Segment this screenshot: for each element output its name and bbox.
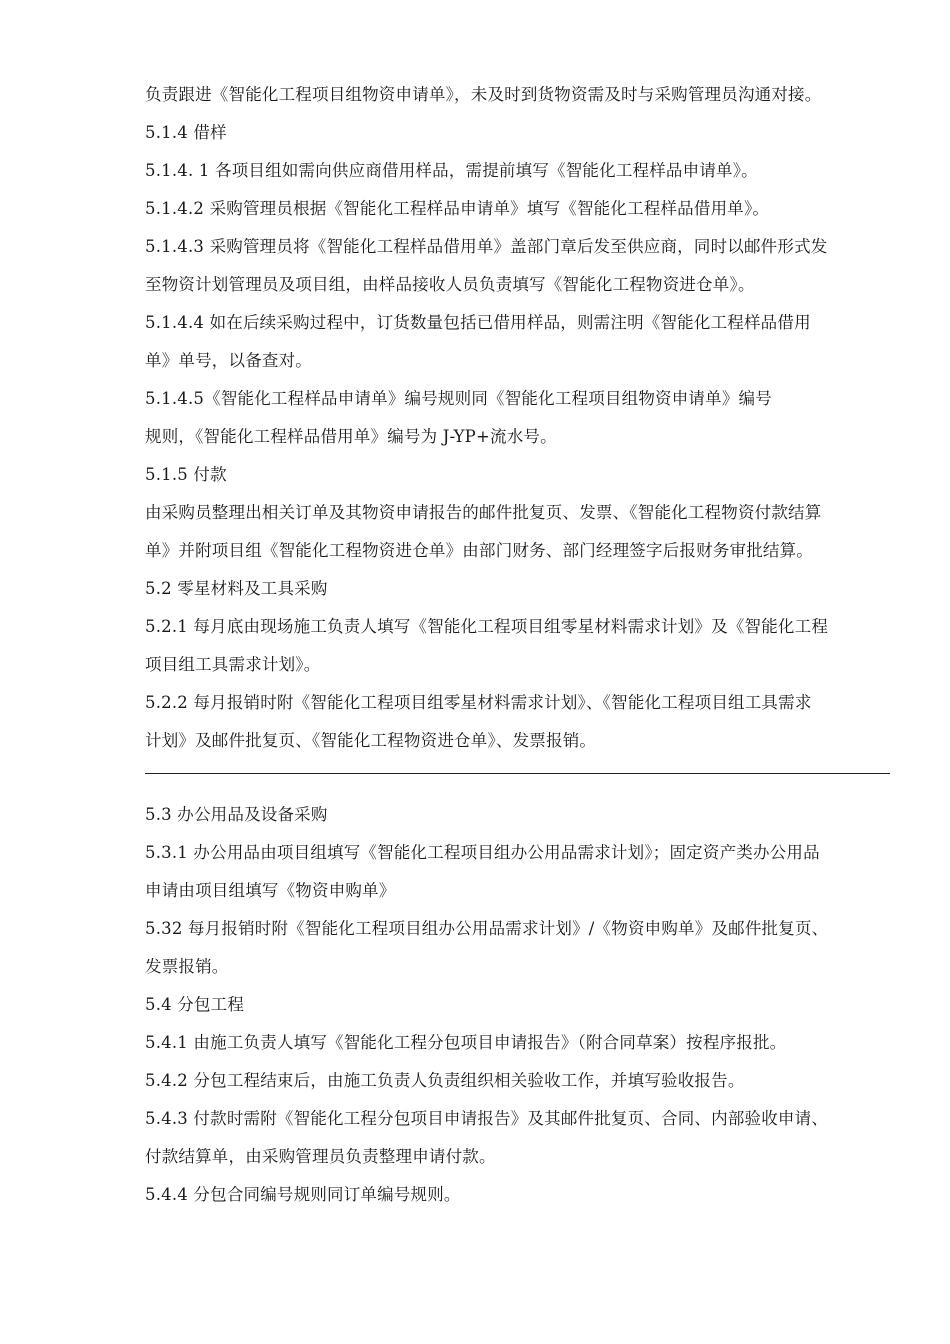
text-line: 5.4.4 分包合同编号规则同订单编号规则。: [145, 1185, 461, 1204]
text-line: 5.2.1 每月底由现场施工负责人填写《智能化工程项目组零星材料需求计划》及《智能化工程: [145, 617, 829, 636]
text-line: 单》并附项目组《智能化工程物资进仓单》由部门财务、部门经理签字后报财务审批结算。: [145, 541, 813, 560]
text-line: 5.32 每月报销时附《智能化工程项目组办公用品需求计划》/《物资申购单》及邮件批复页、: [145, 919, 829, 938]
text-line: 负责跟进《智能化工程项目组物资申请单》，未及时到货物资需及时与采购管理员沟通对接。: [145, 85, 822, 104]
text-line: 至物资计划管理员及项目组，由样品接收人员负责填写《智能化工程物资进仓单》。: [145, 275, 755, 294]
section-top: [145, 76, 895, 760]
heading-5-1-4: 5.1.4 借样: [145, 123, 227, 142]
text-line: 5.4.3 付款时需附《智能化工程分包项目申请报告》及其邮件批复页、合同、内部验收申请、: [145, 1109, 829, 1128]
text-line: 5.1.4.5《智能化工程样品申请单》编号规则同《智能化工程项目组物资申请单》编号: [145, 389, 772, 408]
text-line: 规则，《智能化工程样品借用单》编号为 J-YP+流水号。: [145, 427, 557, 446]
text-line: 5.1.4.4 如在后续采购过程中，订货数量包括已借用样品，则需注明《智能化工程样品借用: [145, 313, 811, 332]
text-line: 5.3.1 办公用品由项目组填写《智能化工程项目组办公用品需求计划》；固定资产类办公用品: [145, 843, 820, 862]
text-line: 项目组工具需求计划》。: [145, 655, 321, 674]
text-line: 5.4.1 由施工负责人填写《智能化工程分包项目申请报告》（附合同草案）按程序报批。: [145, 1033, 787, 1052]
section-divider: [145, 773, 890, 774]
text-line: 由采购员整理出相关订单及其物资申请报告的邮件批复页、发票、《智能化工程物资付款结算: [145, 503, 822, 522]
heading-5-1-5: 5.1.5 付款: [145, 465, 227, 484]
text-line: 5.1.4.2 采购管理员根据《智能化工程样品申请单》填写《智能化工程样品借用单》。: [145, 199, 770, 218]
text-line: 单》单号，以备查对。: [145, 351, 312, 370]
text-line: 5.4.2 分包工程结束后，由施工负责人负责组织相关验收工作，并填写验收报告。: [145, 1071, 745, 1090]
text-line: 5.2.2 每月报销时附《智能化工程项目组零星材料需求计划》、《智能化工程项目组工具需求: [145, 693, 812, 712]
heading-5-3: 5.3 办公用品及设备采购: [145, 805, 328, 824]
text-line: 付款结算单，由采购管理员负责整理申请付款。: [145, 1147, 496, 1166]
text-line: 5.1.4.3 采购管理员将《智能化工程样品借用单》盖部门章后发至供应商，同时以邮件形式发: [145, 237, 828, 256]
section-bottom: [145, 796, 895, 1214]
heading-5-2: 5.2 零星材料及工具采购: [145, 579, 328, 598]
heading-5-4: 5.4 分包工程: [145, 995, 245, 1014]
text-line: 计划》及邮件批复页、《智能化工程物资进仓单》、发票报销。: [145, 731, 597, 750]
text-line: 发票报销。: [145, 957, 229, 976]
text-line: 申请由项目组填写《物资申购单》: [145, 881, 396, 900]
text-line: 5.1.4. 1 各项目组如需向供应商借用样品，需提前填写《智能化工程样品申请单》。: [145, 161, 758, 180]
